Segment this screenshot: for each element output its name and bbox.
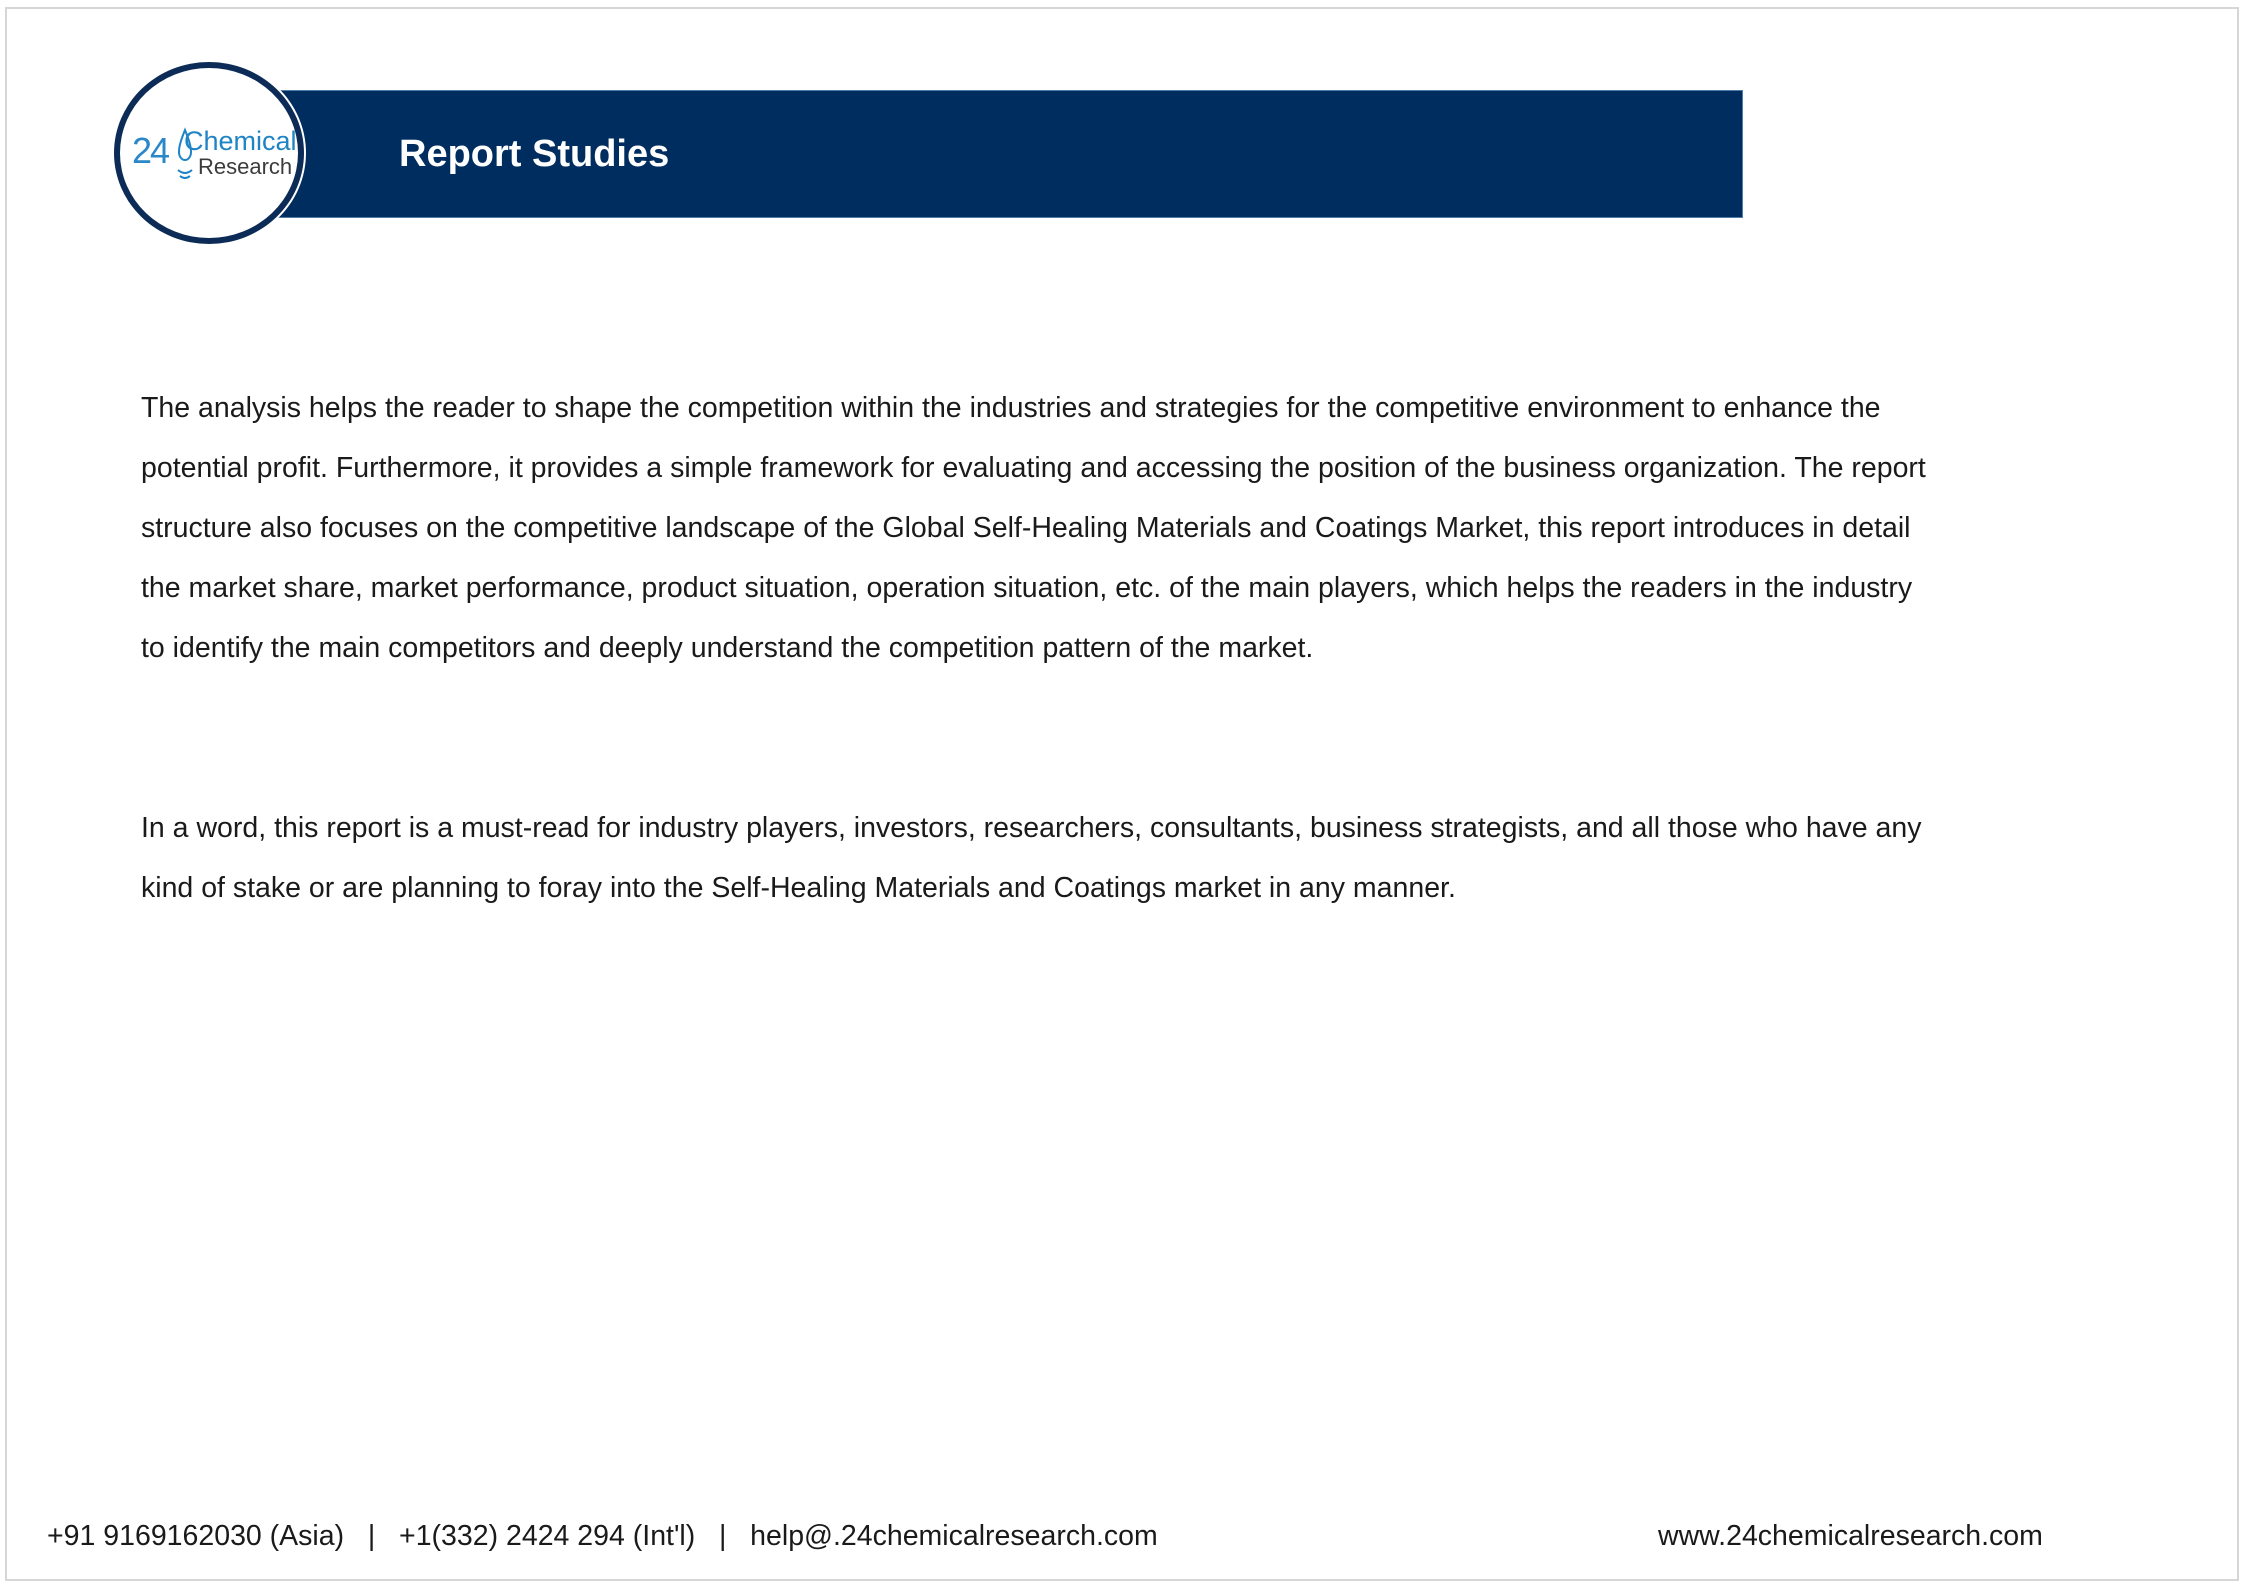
text-line: structure also focuses on the competitive landscape of the Global Self-Healing Materials and Coatings Market, this report introduces in detail (141, 512, 1911, 544)
text-line: to identify the main competitors and deeply understand the competition pattern of the market. (141, 632, 1314, 664)
text-line: kind of stake or are planning to foray into the Self-Healing Materials and Coatings market in any manner. (141, 872, 1456, 904)
website-link[interactable]: www.24chemicalresearch.com (1658, 1520, 2043, 1552)
page-title: Report Studies (399, 133, 670, 175)
logo-mark (132, 126, 297, 186)
logo-number: 24 (132, 130, 169, 171)
logo-word-chemical: Chemical (184, 126, 297, 156)
text-line: The analysis helps the reader to shape the competition within the industries and strategies for the competitive environment to enhance the (141, 392, 1881, 424)
email-link[interactable]: help@.24chemicalresearch.com (750, 1520, 1158, 1552)
footer-contacts (47, 1520, 1158, 1553)
phone-asia[interactable]: +91 9169162030 (Asia) (47, 1520, 345, 1552)
summary-paragraph (141, 798, 2041, 918)
page-footer (0, 1510, 2246, 1570)
analysis-paragraph (141, 378, 2041, 678)
phone-intl[interactable]: +1(332) 2424 294 (Int'l) (399, 1520, 696, 1552)
page-frame (5, 7, 2239, 1581)
text-line: the market share, market performance, product situation, operation situation, etc. of the main players, which helps the readers in the industry (141, 572, 1913, 604)
footer-separator: | (719, 1520, 727, 1552)
header-banner (270, 90, 1743, 218)
logo-word-research: Research (198, 154, 293, 179)
company-logo (114, 62, 304, 244)
footer-separator: | (367, 1520, 376, 1552)
text-line: potential profit. Furthermore, it provides a simple framework for evaluating and accessing the position of the business organization. The report (141, 452, 1926, 484)
text-line: In a word, this report is a must-read for industry players, investors, researchers, consultants, business strategists, and all those who have any (141, 812, 1922, 844)
